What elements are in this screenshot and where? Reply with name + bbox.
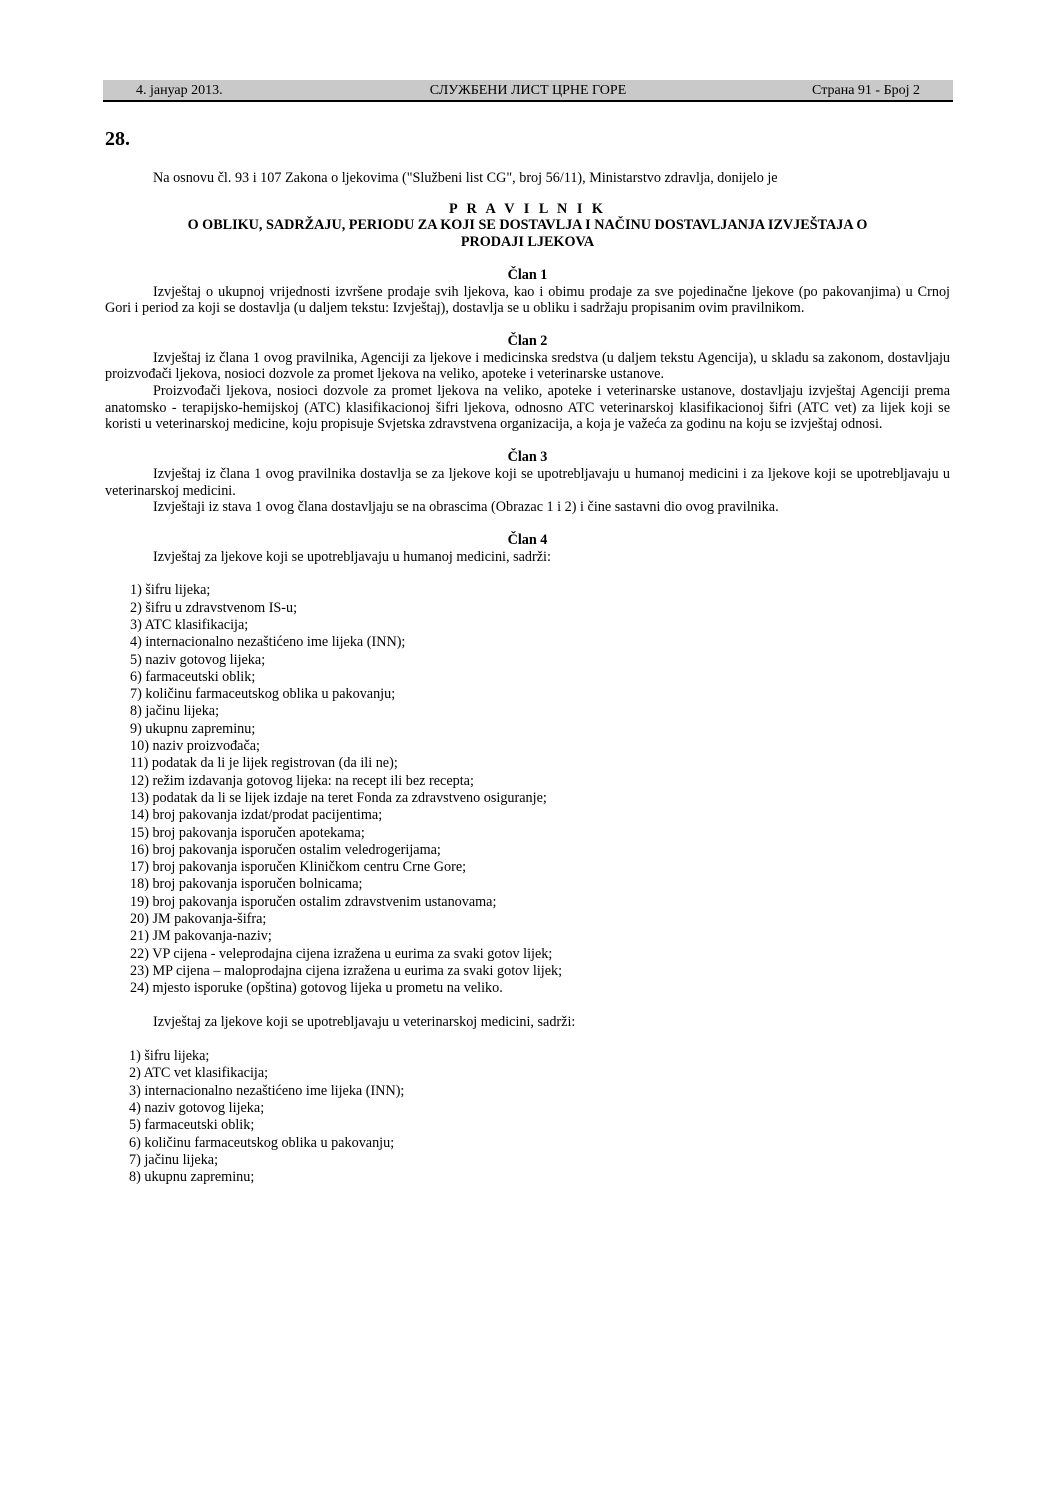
vet-medicine-list — [105, 1048, 950, 1186]
list-item: 2) šifru u zdravstvenom IS-u; — [130, 599, 298, 616]
header-page-issue: Страна 91 - Број 2 — [812, 83, 920, 98]
list-item: 17) broj pakovanja isporučen Kliničkom centru Crne Gore; — [130, 859, 467, 876]
list-item: 5) naziv gotovog lijeka; — [130, 651, 266, 668]
list-item: 3) ATC klasifikacija; — [130, 616, 249, 633]
list-item: 15) broj pakovanja isporučen apotekama; — [130, 824, 365, 841]
list-item: 20) JM pakovanja-šifra; — [130, 911, 267, 927]
title-line-1: P R A V I L N I K — [449, 200, 606, 217]
list-item: 24) mjesto isporuke (opština) gotovog lijeka u prometu na veliko. — [130, 980, 503, 997]
article-3-paragraph-1: Izvještaj iz člana 1 ovog pravilnika dostavlja se za ljekove koji se upotrebljavaju u humanoj medicini i za ljekove koji se upotrebljavaju u veterinarskoj medicini. — [105, 465, 950, 499]
list-item: 4) internacionalno nezaštićeno ime lijeka (INN); — [130, 634, 406, 651]
list-item: 2) ATC vet klasifikacija; — [129, 1065, 269, 1082]
article-4-paragraph-1: Izvještaj za ljekove koji se upotrebljavaju u humanoj medicini, sadrži: — [153, 548, 551, 565]
list-item: 11) podatak da li je lijek registrovan (da ili ne); — [130, 755, 398, 772]
list-item: 7) jačinu lijeka; — [129, 1151, 219, 1168]
list-item: 4) naziv gotovog lijeka; — [129, 1100, 265, 1117]
article-1-title: Član 1 — [507, 266, 548, 283]
article-2-title: Član 2 — [507, 332, 548, 349]
list-item: 10) naziv proizvođača; — [130, 738, 260, 755]
list-item: 22) VP cijena - veleprodajna cijena izražena u eurima za svaki gotov lijek; — [130, 945, 553, 962]
document-body — [105, 170, 950, 1187]
list-item: 6) farmaceutski oblik; — [130, 668, 256, 685]
title-line-2: O OBLIKU, SADRŽAJU, PERIODU ZA KOJI SE DOSTAVLJA I NAČINU DOSTAVLJANJA IZVJEŠTAJA O — [187, 217, 868, 234]
list-item: 5) farmaceutski oblik; — [129, 1117, 255, 1134]
list-item: 18) broj pakovanja isporučen bolnicama; — [130, 876, 363, 893]
vet-intro-paragraph: Izvještaj za ljekove koji se upotrebljavaju u veterinarskoj medicini, sadrži: — [153, 1014, 576, 1031]
list-item: 1) šifru lijeka; — [130, 582, 211, 599]
list-item: 6) količinu farmaceutskog oblika u pakovanju; — [129, 1134, 395, 1151]
intro-paragraph: Na osnovu čl. 93 i 107 Zakona o ljekovima ("Službeni list CG", broj 56/11), Ministarstvo zdravlja, donijelo je — [153, 170, 778, 186]
list-item: 19) broj pakovanja isporučen ostalim zdravstvenim ustanovama; — [130, 893, 497, 910]
list-item: 12) režim izdavanja gotovog lijeka: na recept ili bez recepta; — [130, 772, 474, 789]
list-item: 1) šifru lijeka; — [129, 1048, 210, 1065]
human-medicine-list — [105, 582, 950, 997]
running-header — [103, 80, 953, 102]
list-item: 7) količinu farmaceutskog oblika u pakovanju; — [130, 686, 396, 703]
article-2-paragraph-1: Izvještaj iz člana 1 ovog pravilnika, Agenciji za ljekove i medicinska sredstva (u daljem tekstu Agencija), u skladu sa zakonom, dostavljaju proizvođači ljekova, nosioci dozvole za promet ljekova na veliko, apoteke i veterinarske ustanove. — [105, 349, 950, 383]
list-item: 13) podatak da li se lijek izdaje na teret Fonda za zdravstveno osiguranje; — [130, 789, 547, 806]
list-item: 23) MP cijena – maloprodajna cijena izražena u eurima za svaki gotov lijek; — [130, 962, 563, 979]
list-item: 21) JM pakovanja-naziv; — [130, 928, 272, 945]
header-publication: СЛУЖБЕНИ ЛИСТ ЦРНЕ ГОРЕ — [429, 83, 627, 98]
list-item: 9) ukupnu zapreminu; — [130, 720, 256, 737]
list-item: 14) broj pakovanja izdat/prodat pacijentima; — [130, 807, 383, 824]
document-number: 28. — [105, 128, 130, 150]
article-3-title: Član 3 — [507, 449, 548, 466]
article-3-paragraph-2: Izvještaji iz stava 1 ovog člana dostavljaju se na obrascima (Obrazac 1 i 2) i čine sastavni dio ovog pravilnika. — [153, 499, 779, 516]
article-1-paragraph-1: Izvještaj o ukupnoj vrijednosti izvršene prodaje svih ljekova, kao i obimu prodaje za sve pojedinačne ljekove (po pakovanjima) u Crnoj Gori i period za koji se dostavlja (u daljem tekstu: Izvještaj), dostavlja se u obliku i sadržaju propisanim ovim pravilnikom. — [105, 283, 950, 317]
list-item: 8) ukupnu zapreminu; — [129, 1169, 255, 1186]
title-line-3: PRODAJI LJEKOVA — [460, 234, 595, 251]
list-item: 16) broj pakovanja isporučen ostalim veledrogerijama; — [130, 841, 441, 858]
document-title — [105, 201, 950, 251]
list-item: 3) internacionalno nezaštićeno ime lijeka (INN); — [129, 1082, 405, 1099]
article-4-title: Član 4 — [507, 531, 548, 548]
list-item: 8) jačinu lijeka; — [130, 703, 220, 720]
header-date: 4. јануар 2013. — [136, 83, 223, 98]
article-2-paragraph-2: Proizvođači ljekova, nosioci dozvole za promet ljekova na veliko, apoteke i veterinarske ustanove, dostavljaju izvještaj Agenciji prema anatomsko - terapijsko-hemijskoj (ATC) klasifikacionoj šifri ljekova, odnosno ATC veterinarskoj klasifikacionoj šifri (ATC vet) za lijek koji se koristi u veterinarskoj medicine, koju propisuje Svjetska zdravstvena organizacija, a koja je važeća za godinu na koju se izvještaj odnosi. — [105, 383, 950, 433]
